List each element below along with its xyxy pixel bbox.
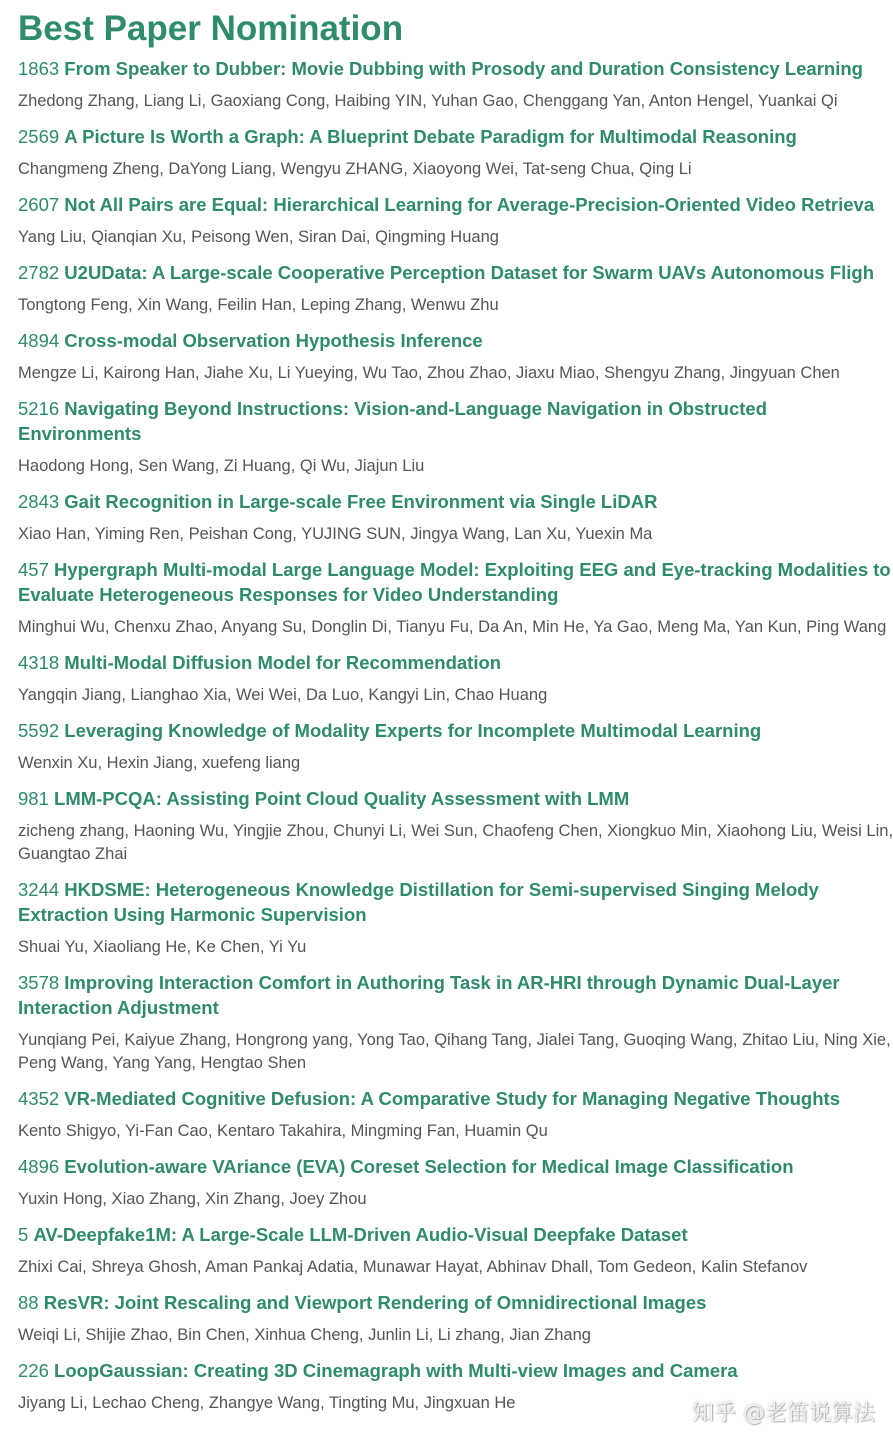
paper-name: HKDSME: Heterogeneous Knowledge Distillation for Semi-supervised Singing Melody Extraction Using Harmonic Supervision <box>18 879 819 925</box>
paper-entry <box>18 876 893 959</box>
paper-name: LMM-PCQA: Assisting Point Cloud Quality Assessment with LMM <box>54 788 630 809</box>
paper-name: U2UData: A Large-scale Cooperative Perception Dataset for Swarm UAVs Autonomous Fligh <box>64 262 875 283</box>
paper-name: Navigating Beyond Instructions: Vision-and-Language Navigation in Obstructed Environments <box>18 398 768 444</box>
paper-id: 2843 <box>18 491 60 512</box>
paper-title[interactable] <box>18 969 888 1020</box>
paper-id: 4352 <box>18 1088 60 1109</box>
paper-title[interactable] <box>18 649 893 675</box>
paper-authors: Tongtong Feng, Xin Wang, Feilin Han, Leping Zhang, Wenwu Zhu <box>18 296 499 314</box>
paper-title[interactable] <box>18 1085 893 1111</box>
paper-id: 5592 <box>18 720 60 741</box>
paper-name: Hypergraph Multi-modal Large Language Model: Exploiting EEG and Eye-tracking Modalities to Evaluate Heterogeneous Responses for Video Understanding <box>18 559 891 605</box>
paper-entry <box>18 488 893 546</box>
paper-id: 226 <box>18 1360 49 1381</box>
paper-authors: Haodong Hong, Sen Wang, Zi Huang, Qi Wu, Jiajun Liu <box>18 457 425 475</box>
paper-authors: Yangqin Jiang, Lianghao Xia, Wei Wei, Da Luo, Kangyi Lin, Chao Huang <box>18 686 548 704</box>
paper-id: 3244 <box>18 879 60 900</box>
paper-id: 4318 <box>18 652 60 673</box>
paper-authors: Zhixi Cai, Shreya Ghosh, Aman Pankaj Adatia, Munawar Hayat, Abhinav Dhall, Tom Gedeon, Kalin Stefanov <box>18 1258 808 1276</box>
paper-id: 2607 <box>18 194 60 215</box>
paper-entry <box>18 785 893 866</box>
paper-title[interactable] <box>18 1289 893 1315</box>
paper-name: Multi-Modal Diffusion Model for Recommendation <box>64 652 502 673</box>
paper-authors: zicheng zhang, Haoning Wu, Yingjie Zhou, Chunyi Li, Wei Sun, Chaofeng Chen, Xiongkuo Min, Xiaohong Liu, Weisi Lin, Guangtao Zhai <box>18 822 893 863</box>
paper-title[interactable] <box>18 55 893 81</box>
paper-authors: Xiao Han, Yiming Ren, Peishan Cong, YUJING SUN, Jingya Wang, Lan Xu, Yuexin Ma <box>18 525 653 543</box>
paper-entry <box>18 327 893 385</box>
paper-title[interactable] <box>18 191 893 217</box>
paper-title[interactable] <box>18 259 893 285</box>
paper-id: 4896 <box>18 1156 60 1177</box>
paper-authors: Mengze Li, Kairong Han, Jiahe Xu, Li Yueying, Wu Tao, Zhou Zhao, Jiaxu Miao, Shengyu Zhang, Jingyuan Chen <box>18 364 840 382</box>
paper-name: VR-Mediated Cognitive Defusion: A Comparative Study for Managing Negative Thoughts <box>64 1088 840 1109</box>
paper-id: 4894 <box>18 330 60 351</box>
paper-name: Not All Pairs are Equal: Hierarchical Learning for Average-Precision-Oriented Video Retrieva <box>64 194 875 215</box>
paper-title[interactable] <box>18 395 808 446</box>
paper-id: 981 <box>18 788 49 809</box>
paper-authors: Jiyang Li, Lechao Cheng, Zhangye Wang, Tingting Mu, Jingxuan He <box>18 1394 516 1412</box>
paper-authors: Shuai Yu, Xiaoliang He, Ke Chen, Yi Yu <box>18 938 307 956</box>
paper-id: 1863 <box>18 58 60 79</box>
paper-authors: Yunqiang Pei, Kaiyue Zhang, Hongrong yang, Yong Tao, Qihang Tang, Jialei Tang, Guoqing Wang, Zhitao Liu, Ning Xie, Peng Wang, Yang Yang, Hengtao Shen <box>18 1031 891 1072</box>
page-title: Best Paper Nomination <box>18 9 404 48</box>
paper-name: From Speaker to Dubber: Movie Dubbing with Prosody and Duration Consistency Learning <box>64 58 863 79</box>
paper-id: 3578 <box>18 972 60 993</box>
paper-title[interactable] <box>18 1357 893 1383</box>
paper-authors: Changmeng Zheng, DaYong Liang, Wengyu ZHANG, Xiaoyong Wei, Tat-seng Chua, Qing Li <box>18 160 692 178</box>
paper-entry <box>18 649 893 707</box>
paper-entry <box>18 969 893 1075</box>
paper-title[interactable] <box>18 1221 893 1247</box>
paper-entry <box>18 123 893 181</box>
paper-name: Gait Recognition in Large-scale Free Environment via Single LiDAR <box>64 491 658 512</box>
paper-entry <box>18 191 893 249</box>
paper-entry <box>18 1221 893 1279</box>
paper-authors: Zhedong Zhang, Liang Li, Gaoxiang Cong, Haibing YIN, Yuhan Gao, Chenggang Yan, Anton Hengel, Yuankai Qi <box>18 92 838 110</box>
paper-entry <box>18 259 893 317</box>
paper-entry <box>18 556 893 639</box>
paper-entry <box>18 395 893 478</box>
paper-title[interactable] <box>18 1153 893 1179</box>
paper-id: 2782 <box>18 262 60 283</box>
paper-entry <box>18 717 893 775</box>
paper-name: ResVR: Joint Rescaling and Viewport Rendering of Omnidirectional Images <box>43 1292 707 1313</box>
paper-authors: Wenxin Xu, Hexin Jiang, xuefeng liang <box>18 754 301 772</box>
paper-id: 88 <box>18 1292 39 1313</box>
paper-authors: Weiqi Li, Shijie Zhao, Bin Chen, Xinhua Cheng, Junlin Li, Li zhang, Jian Zhang <box>18 1326 591 1344</box>
paper-name: Leveraging Knowledge of Modality Experts for Incomplete Multimodal Learning <box>64 720 762 741</box>
paper-name: A Picture Is Worth a Graph: A Blueprint Debate Paradigm for Multimodal Reasoning <box>64 126 797 147</box>
paper-authors: Yuxin Hong, Xiao Zhang, Xin Zhang, Joey Zhou <box>18 1190 367 1208</box>
paper-name: AV-Deepfake1M: A Large-Scale LLM-Driven Audio-Visual Deepfake Dataset <box>33 1224 688 1245</box>
paper-authors: Yang Liu, Qianqian Xu, Peisong Wen, Siran Dai, Qingming Huang <box>18 228 499 246</box>
paper-title[interactable] <box>18 785 893 811</box>
paper-name: Cross-modal Observation Hypothesis Inference <box>64 330 483 351</box>
paper-title[interactable] <box>18 876 858 927</box>
paper-entry <box>18 1153 893 1211</box>
paper-entry <box>18 55 893 113</box>
paper-entry <box>18 1289 893 1347</box>
paper-name: LoopGaussian: Creating 3D Cinemagraph with Multi-view Images and Camera <box>54 1360 738 1381</box>
paper-authors: Kento Shigyo, Yi-Fan Cao, Kentaro Takahira, Mingming Fan, Huamin Qu <box>18 1122 548 1140</box>
paper-authors: Minghui Wu, Chenxu Zhao, Anyang Su, Donglin Di, Tianyu Fu, Da An, Min He, Ya Gao, Meng Ma, Yan Kun, Ping Wang <box>18 618 887 636</box>
paper-name: Evolution-aware VAriance (EVA) Coreset Selection for Medical Image Classification <box>64 1156 794 1177</box>
paper-id: 457 <box>18 559 49 580</box>
paper-id: 5216 <box>18 398 60 419</box>
paper-entry <box>18 1085 893 1143</box>
paper-title[interactable] <box>18 327 893 353</box>
paper-title[interactable] <box>18 556 893 607</box>
paper-title[interactable] <box>18 717 893 743</box>
paper-name: Improving Interaction Comfort in Authoring Task in AR-HRI through Dynamic Dual-Layer Interaction Adjustment <box>18 972 840 1018</box>
zhihu-watermark: 知乎 @老笛说算法 <box>692 1401 875 1426</box>
paper-title[interactable] <box>18 488 893 514</box>
paper-title[interactable] <box>18 123 893 149</box>
paper-id: 5 <box>18 1224 29 1245</box>
paper-list-page <box>18 8 893 1425</box>
paper-id: 2569 <box>18 126 60 147</box>
